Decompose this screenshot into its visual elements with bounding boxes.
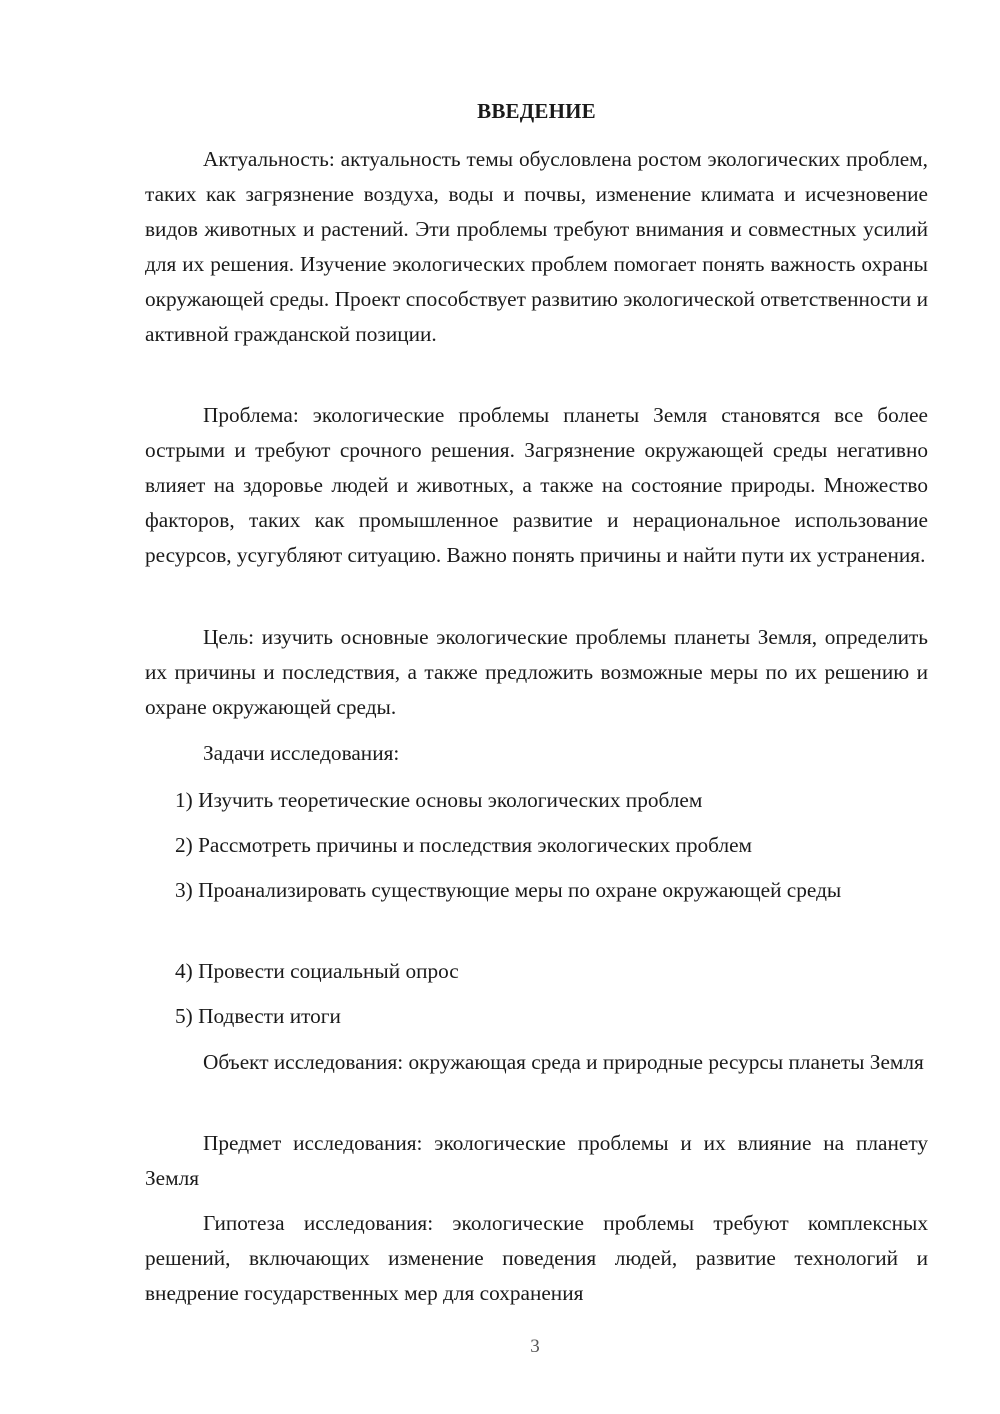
paragraph-problem: Проблема: экологические проблемы планеты Земля становятся все более острыми и требуют срочного решения. Загрязнение окружающей среды негативно влияет на здоровье людей и животных, а также на состояние природы. Множество факторов, таких как промышленное развитие и нерациональное использование ресурсов, усугубляют ситуацию. Важно понять причины и найти пути их устранения. bbox=[145, 403, 928, 567]
task-item-1: 1) Изучить теоретические основы экологических проблем bbox=[175, 788, 703, 812]
task-item-2: 2) Рассмотреть причины и последствия экологических проблем bbox=[175, 833, 753, 857]
task-item-3: 3) Проанализировать существующие меры по охране окружающей среды bbox=[175, 878, 842, 902]
paragraph-object: Объект исследования: окружающая среда и природные ресурсы планеты Земля bbox=[203, 1050, 924, 1074]
paragraph-goal: Цель: изучить основные экологические проблемы планеты Земля, определить их причины и последствия, а также предложить возможные меры по их решению и охране окружающей среды. bbox=[145, 625, 928, 719]
paragraph-subject: Предмет исследования: экологические проблемы и их влияние на планету Земля bbox=[145, 1131, 928, 1190]
page-title: ВВЕДЕНИЕ bbox=[477, 99, 596, 123]
paragraph-hypothesis: Гипотеза исследования: экологические проблемы требуют комплексных решений, включающих изменение поведения людей, развитие технологий и внедрение государственных мер для сохранения bbox=[145, 1211, 928, 1305]
task-item-4: 4) Провести социальный опрос bbox=[175, 959, 459, 983]
tasks-heading: Задачи исследования: bbox=[203, 741, 400, 765]
task-item-5: 5) Подвести итоги bbox=[175, 1004, 341, 1028]
paragraph-relevance: Актуальность: актуальность темы обусловлена ростом экологических проблем, таких как загрязнение воздуха, воды и почвы, изменение климата и исчезновение видов животных и растений. Эти проблемы требуют внимания и совместных усилий для их решения. Изучение экологических проблем помогает понять важность охраны окружающей среды. Проект способствует развитию экологической ответственности и активной гражданской позиции. bbox=[145, 147, 928, 346]
page-number: 3 bbox=[530, 1336, 540, 1357]
